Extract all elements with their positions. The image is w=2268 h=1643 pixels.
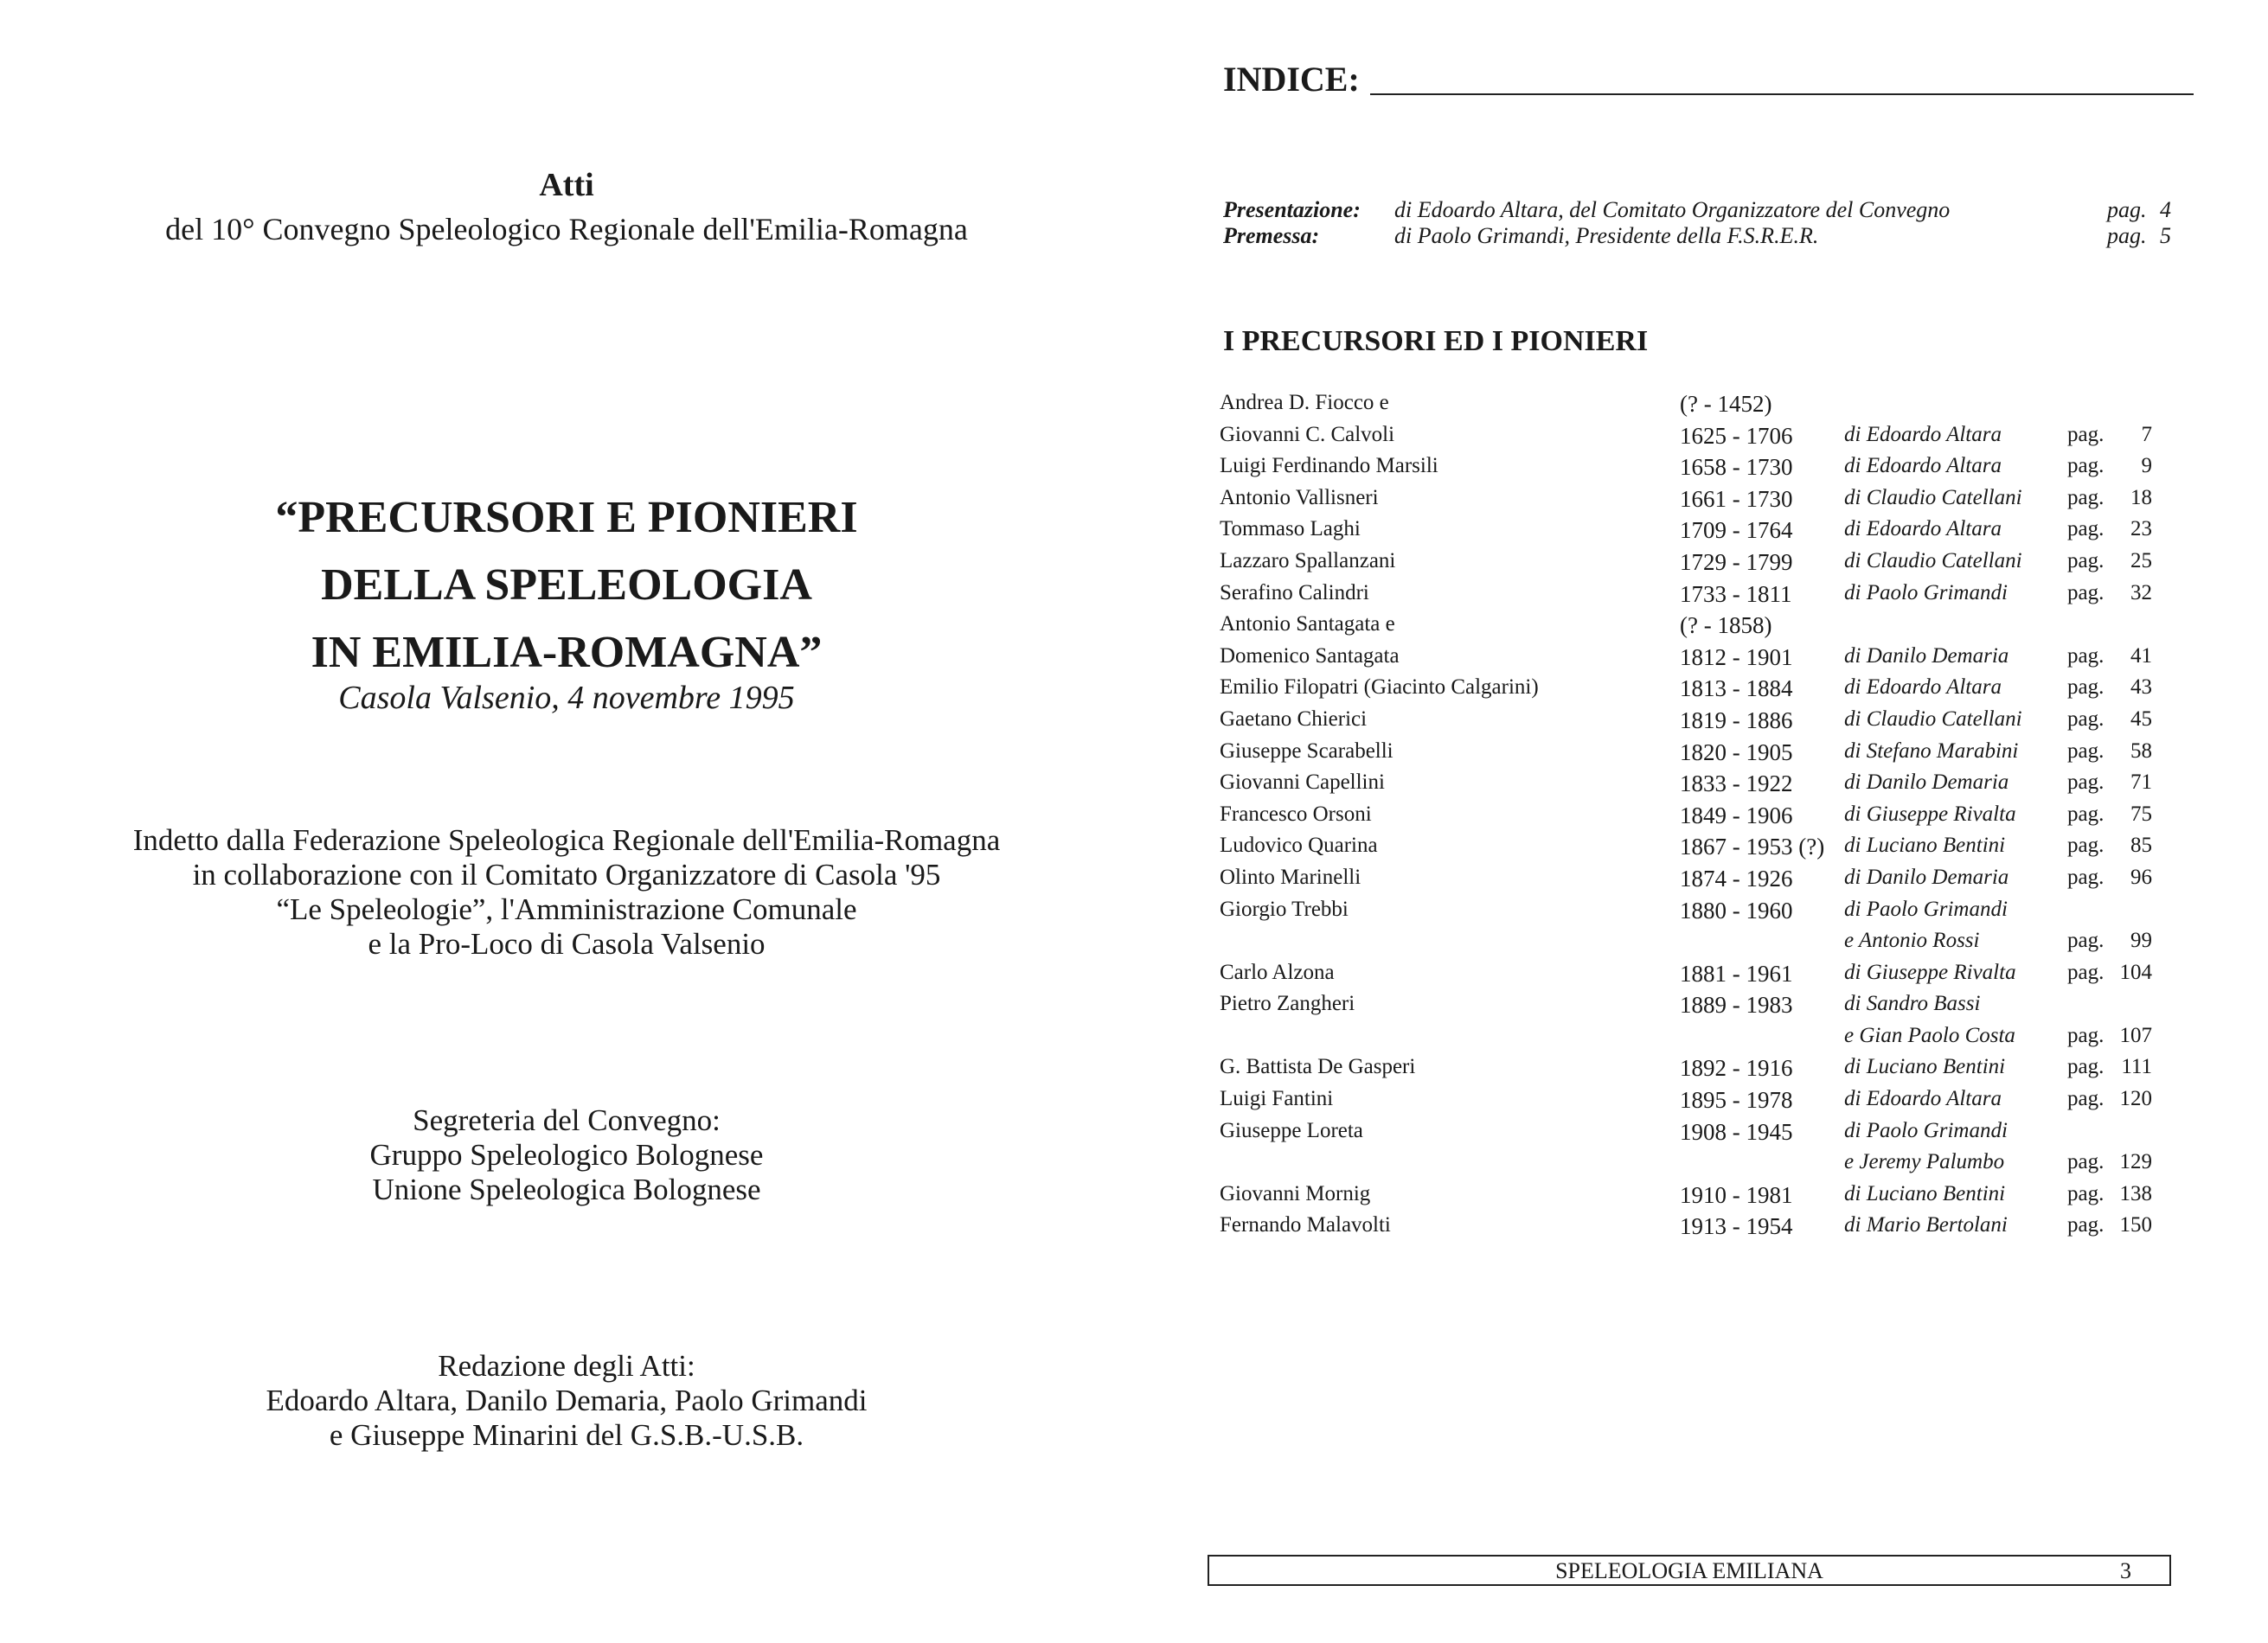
- toc-name: Giuseppe Loreta: [1220, 1118, 1363, 1142]
- toc-author: di Luciano Bentini: [1844, 1181, 2006, 1205]
- segreteria-line: Gruppo Speleologico Bolognese: [369, 1138, 764, 1172]
- toc-pag: pag.: [2067, 960, 2105, 984]
- toc-pag: pag.: [2067, 802, 2105, 826]
- intro-text: di Paolo Grimandi, Presidente della F.S.R.E.R.: [1394, 223, 1819, 248]
- toc-page-number: 75: [2130, 802, 2152, 826]
- toc-dates: 1895 - 1978: [1680, 1087, 1793, 1114]
- toc-page-number: 58: [2130, 738, 2152, 763]
- toc-name: Domenico Santagata: [1220, 643, 1400, 668]
- toc-row: [1133, 423, 2268, 455]
- toc-author: di Edoardo Altara: [1844, 675, 2002, 700]
- toc-page-number: 32: [2130, 580, 2152, 604]
- toc-row: [1133, 549, 2268, 581]
- indice-rule: [1370, 93, 2194, 95]
- toc-dates: 1819 - 1886: [1680, 706, 1793, 733]
- main-title-line: DELLA SPELEOLOGIA: [321, 560, 812, 610]
- toc-dates: 1908 - 1945: [1680, 1118, 1793, 1145]
- toc-author: di Stefano Marabini: [1844, 738, 2019, 763]
- toc-author: di Claudio Catellani: [1844, 548, 2022, 572]
- toc-name: Giorgio Trebbi: [1220, 897, 1349, 921]
- intro-row-presentazione: [1223, 197, 2175, 227]
- toc-name: Luigi Ferdinando Marsili: [1220, 454, 1438, 478]
- toc-row: [1133, 1055, 2268, 1087]
- toc-pag: pag.: [2067, 454, 2105, 478]
- toc-pag: pag.: [2067, 865, 2105, 889]
- toc-pag: pag.: [2067, 706, 2105, 731]
- toc-author: di Paolo Grimandi: [1844, 1118, 2008, 1142]
- intro-text: di Edoardo Altara, del Comitato Organizzatore del Convegno: [1394, 197, 1951, 222]
- left-page: [0, 0, 1133, 1643]
- toc-author: di Claudio Catellani: [1844, 485, 2022, 509]
- toc-page-number: 99: [2130, 929, 2152, 953]
- toc-row: [1133, 961, 2268, 993]
- toc-author: di Paolo Grimandi: [1844, 897, 2008, 921]
- toc-author: e Jeremy Palumbo: [1844, 1150, 2005, 1174]
- toc-pag: pag.: [2067, 517, 2105, 541]
- toc-row: [1133, 391, 2268, 423]
- toc-row: [1133, 1182, 2268, 1214]
- toc-name: Giuseppe Scarabelli: [1220, 738, 1393, 763]
- toc-row: [1133, 707, 2268, 739]
- toc-pag: pag.: [2067, 580, 2105, 604]
- toc-row: [1133, 834, 2268, 866]
- footer-journal: SPELEOLOGIA EMILIANA: [1555, 1558, 1823, 1583]
- toc-name: Andrea D. Fiocco e: [1220, 391, 1389, 414]
- toc-row: [1133, 1150, 2268, 1182]
- toc-pag: pag.: [2067, 738, 2105, 763]
- toc-author: di Giuseppe Rivalta: [1844, 960, 2016, 984]
- toc-author: di Luciano Bentini: [1844, 1055, 2006, 1079]
- redazione-block: [0, 1349, 1133, 1453]
- toc-row: [1133, 802, 2268, 834]
- toc-row: [1133, 898, 2268, 930]
- toc-dates: 1910 - 1981: [1680, 1181, 1793, 1208]
- toc-name: Francesco Orsoni: [1220, 802, 1372, 826]
- intro-label: Premessa:: [1223, 223, 1320, 248]
- toc-dates: 1709 - 1764: [1680, 517, 1793, 544]
- toc-pag: pag.: [2067, 1087, 2105, 1111]
- toc-author: di Luciano Bentini: [1844, 834, 2006, 858]
- toc-pag: pag.: [2067, 1055, 2105, 1079]
- toc-dates: 1867 - 1953 (?): [1680, 834, 1825, 860]
- toc-pag: pag.: [2067, 422, 2105, 446]
- toc-row: [1133, 644, 2268, 676]
- redazione-line: Redazione degli Atti:: [438, 1349, 695, 1383]
- toc-dates: (? - 1452): [1680, 391, 1772, 417]
- toc-author: di Edoardo Altara: [1844, 517, 2002, 541]
- toc-pag: pag.: [2067, 548, 2105, 572]
- toc-author: di Claudio Catellani: [1844, 706, 2022, 731]
- toc-row: [1133, 1213, 2268, 1245]
- toc-page-number: 104: [2119, 960, 2152, 984]
- toc-dates: 1889 - 1983: [1680, 992, 1793, 1019]
- toc-author: di Giuseppe Rivalta: [1844, 802, 2016, 826]
- toc-dates: 1729 - 1799: [1680, 548, 1793, 575]
- toc-name: Lazzaro Spallanzani: [1220, 548, 1396, 572]
- toc-page-number: 107: [2119, 1023, 2152, 1047]
- toc-pag: pag.: [2067, 1023, 2105, 1047]
- toc-author: di Danilo Demaria: [1844, 865, 2009, 889]
- toc-name: Olinto Marinelli: [1220, 865, 1361, 889]
- toc-dates: 1892 - 1916: [1680, 1055, 1793, 1082]
- toc-pag: pag.: [2067, 1181, 2105, 1205]
- toc-pag: pag.: [2067, 770, 2105, 795]
- toc-row: [1133, 454, 2268, 486]
- right-page: [1133, 0, 2268, 1643]
- toc-dates: 1849 - 1906: [1680, 802, 1793, 828]
- main-title-line: “PRECURSORI E PIONIERI: [275, 493, 858, 542]
- toc-page-number: 9: [2141, 454, 2152, 478]
- toc-row: [1133, 1119, 2268, 1151]
- main-title: [0, 484, 1133, 687]
- segreteria-line: Segreteria del Convegno:: [413, 1103, 721, 1137]
- intro-pag: pag.: [2107, 223, 2147, 248]
- main-title-line: IN EMILIA-ROMAGNA”: [311, 628, 823, 677]
- toc-dates: 1833 - 1922: [1680, 770, 1793, 797]
- toc-name: Emilio Filopatri (Giacinto Calgarini): [1220, 675, 1539, 700]
- indice-header: [1223, 59, 2194, 100]
- toc-dates: 1874 - 1926: [1680, 865, 1793, 892]
- toc-dates: 1812 - 1901: [1680, 643, 1793, 670]
- toc-page-number: 43: [2130, 675, 2152, 700]
- toc-name: Gaetano Chierici: [1220, 706, 1368, 731]
- toc-author: di Paolo Grimandi: [1844, 580, 2008, 604]
- intro-row-premessa: [1223, 223, 2175, 253]
- toc-name: Fernando Malavolti: [1220, 1213, 1391, 1237]
- toc-author: di Danilo Demaria: [1844, 643, 2009, 668]
- toc-pag: pag.: [2067, 1213, 2105, 1237]
- toc-page-number: 150: [2119, 1213, 2152, 1237]
- toc-name: Tommaso Laghi: [1220, 517, 1361, 541]
- toc-author: e Gian Paolo Costa: [1844, 1023, 2015, 1047]
- toc-pag: pag.: [2067, 834, 2105, 858]
- toc-name: Ludovico Quarina: [1220, 834, 1378, 858]
- toc-name: G. Battista De Gasperi: [1220, 1055, 1416, 1079]
- toc-page-number: 25: [2130, 548, 2152, 572]
- toc-pag: pag.: [2067, 929, 2105, 953]
- toc-page-number: 23: [2130, 517, 2152, 541]
- toc-author: e Antonio Rossi: [1844, 929, 1980, 953]
- toc-dates: 1733 - 1811: [1680, 580, 1792, 607]
- page-footer: [1208, 1555, 2171, 1589]
- toc-row: [1133, 739, 2268, 771]
- toc-dates: 1913 - 1954: [1680, 1213, 1793, 1240]
- toc-page-number: 138: [2119, 1181, 2152, 1205]
- toc-page-number: 96: [2130, 865, 2152, 889]
- toc-row: [1133, 581, 2268, 613]
- toc-dates: (? - 1858): [1680, 612, 1772, 639]
- toc-author: di Edoardo Altara: [1844, 454, 2002, 478]
- toc-page-number: 85: [2130, 834, 2152, 858]
- toc-name: Antonio Vallisneri: [1220, 485, 1379, 509]
- toc-row: [1133, 770, 2268, 802]
- toc-pag: pag.: [2067, 675, 2105, 700]
- toc-dates: 1881 - 1961: [1680, 960, 1793, 987]
- toc-name: Giovanni Mornig: [1220, 1181, 1371, 1205]
- toc-name: Carlo Alzona: [1220, 960, 1335, 984]
- indetto-line: in collaborazione con il Comitato Organizzatore di Casola '95: [192, 858, 941, 892]
- toc-dates: 1658 - 1730: [1680, 454, 1793, 481]
- section-title: I PRECURSORI ED I PIONIERI: [1223, 325, 1649, 357]
- toc-name: Antonio Santagata e: [1220, 612, 1395, 636]
- intro-page-number: 4: [2160, 197, 2171, 222]
- atti-subtitle: del 10° Convegno Speleologico Regionale dell'Emilia-Romagna: [165, 212, 968, 246]
- toc-row: [1133, 675, 2268, 707]
- toc-author: di Danilo Demaria: [1844, 770, 2009, 795]
- indice-label: INDICE:: [1223, 60, 1360, 99]
- toc-page-number: 41: [2130, 643, 2152, 668]
- toc-page-number: 120: [2119, 1087, 2152, 1111]
- toc-dates: 1820 - 1905: [1680, 738, 1793, 765]
- toc-row: [1133, 1087, 2268, 1119]
- intro-pag: pag.: [2107, 197, 2147, 222]
- toc-page-number: 129: [2119, 1150, 2152, 1174]
- toc-dates: 1625 - 1706: [1680, 422, 1793, 449]
- intro-page-number: 5: [2160, 223, 2171, 248]
- toc-page-number: 7: [2141, 422, 2152, 446]
- segreteria-line: Unione Speleologica Bolognese: [372, 1173, 761, 1206]
- toc-author: di Edoardo Altara: [1844, 422, 2002, 446]
- segreteria-block: [0, 1103, 1133, 1207]
- toc-name: Giovanni C. Calvoli: [1220, 422, 1395, 446]
- toc-pag: pag.: [2067, 643, 2105, 668]
- toc-dates: 1813 - 1884: [1680, 675, 1793, 702]
- toc-row: [1133, 612, 2268, 644]
- intro-label: Presentazione:: [1223, 197, 1361, 222]
- toc-pag: pag.: [2067, 1150, 2105, 1174]
- redazione-line: Edoardo Altara, Danilo Demaria, Paolo Grimandi: [266, 1384, 868, 1417]
- toc-name: Giovanni Capellini: [1220, 770, 1385, 795]
- redazione-line: e Giuseppe Minarini del G.S.B.-U.S.B.: [329, 1418, 804, 1452]
- toc-page-number: 45: [2130, 706, 2152, 731]
- toc-author: di Mario Bertolani: [1844, 1213, 2008, 1237]
- toc-page-number: 18: [2130, 485, 2152, 509]
- toc-row: [1133, 517, 2268, 549]
- toc-author: di Edoardo Altara: [1844, 1087, 2002, 1111]
- toc-row: [1133, 866, 2268, 898]
- indetto-line: e la Pro-Loco di Casola Valsenio: [368, 927, 766, 961]
- indetto-block: [0, 823, 1133, 962]
- toc-page-number: 111: [2121, 1055, 2152, 1079]
- toc-dates: 1880 - 1960: [1680, 897, 1793, 924]
- toc-row: [1133, 486, 2268, 518]
- toc-dates: 1661 - 1730: [1680, 485, 1793, 512]
- toc-author: di Sandro Bassi: [1844, 992, 1981, 1016]
- toc-row: [1133, 929, 2268, 961]
- atti-title: Atti: [539, 167, 594, 203]
- indetto-line: “Le Speleologie”, l'Amministrazione Comunale: [276, 892, 857, 926]
- toc-name: Serafino Calindri: [1220, 580, 1369, 604]
- toc-page-number: 71: [2130, 770, 2152, 795]
- toc-name: Pietro Zangheri: [1220, 992, 1355, 1016]
- footer-page-number: 3: [2120, 1558, 2131, 1583]
- toc-row: [1133, 992, 2268, 1024]
- toc-list: [1133, 391, 2268, 1245]
- toc-name: Luigi Fantini: [1220, 1087, 1334, 1111]
- place-date: Casola Valsenio, 4 novembre 1995: [338, 680, 795, 716]
- indetto-line: Indetto dalla Federazione Speleologica Regionale dell'Emilia-Romagna: [132, 823, 1001, 857]
- toc-pag: pag.: [2067, 485, 2105, 509]
- toc-row: [1133, 1024, 2268, 1056]
